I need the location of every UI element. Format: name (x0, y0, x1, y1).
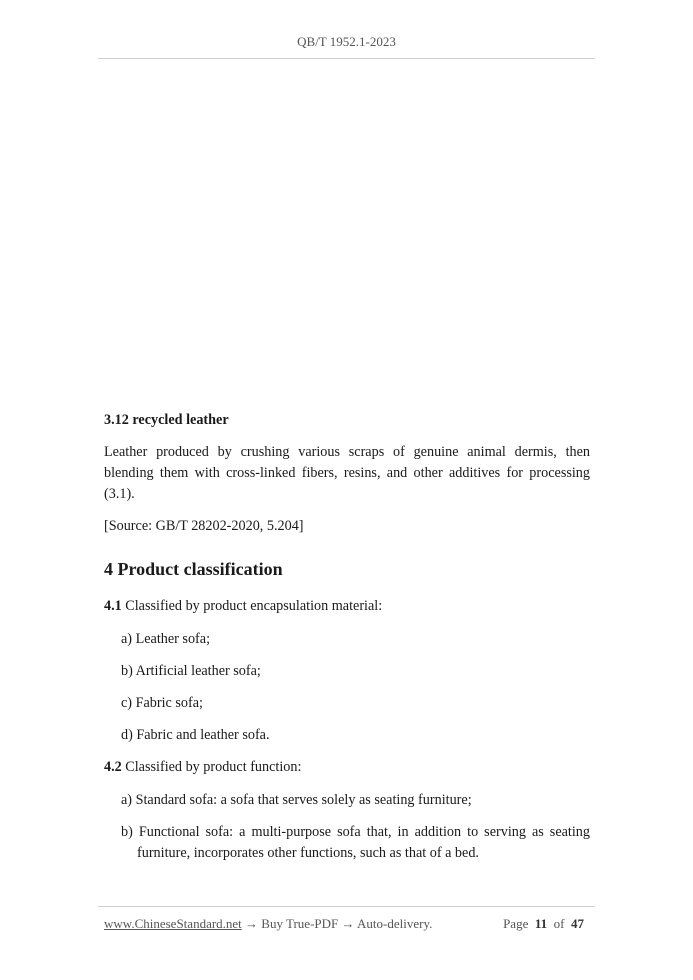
page-header: QB/T 1952.1-2023 (297, 34, 396, 49)
header-divider (98, 58, 595, 59)
document-body (104, 410, 590, 875)
list-item: a) Standard sofa: a sofa that serves solely as seating furniture; (121, 792, 472, 808)
site-link[interactable]: www.ChineseStandard.net (104, 916, 242, 931)
list-item: c) Fabric sofa; (121, 695, 203, 711)
term-title: 3.12 recycled leather (104, 412, 229, 428)
footer-divider (98, 906, 595, 907)
list-item: a) Leather sofa; (121, 631, 211, 647)
footer-promo (104, 916, 432, 932)
section-title: 4 Product classification (104, 559, 283, 579)
page-label: Page (503, 916, 529, 931)
clause-number: 4.2 (104, 759, 122, 775)
page-number: 11 (534, 916, 548, 931)
list-item: b) Functional sofa: a multi-purpose sofa that, in addition to serving as seating furniture, incorporates other functions, such as that of a bed. (121, 824, 590, 861)
of-label: of (553, 916, 565, 931)
list-item: b) Artificial leather sofa; (121, 663, 261, 679)
clause-text: Classified by product function: (121, 759, 302, 775)
page-total: 47 (571, 916, 584, 931)
term-definition: Leather produced by crushing various scraps of genuine animal dermis, then blending them with cross-linked fibers, resins, and other additives for processing (3.1). (104, 444, 590, 502)
list-item: d) Fabric and leather sofa. (121, 727, 270, 743)
footer-promo-text: → Buy True-PDF → Auto-delivery. (241, 916, 433, 931)
clause-4-2 (104, 757, 590, 778)
clause-number: 4.1 (104, 598, 122, 614)
clause-4-1 (104, 596, 590, 617)
page-indicator (503, 916, 584, 932)
term-source: [Source: GB/T 28202-2020, 5.204] (104, 518, 304, 534)
clause-text: Classified by product encapsulation material: (121, 598, 383, 614)
